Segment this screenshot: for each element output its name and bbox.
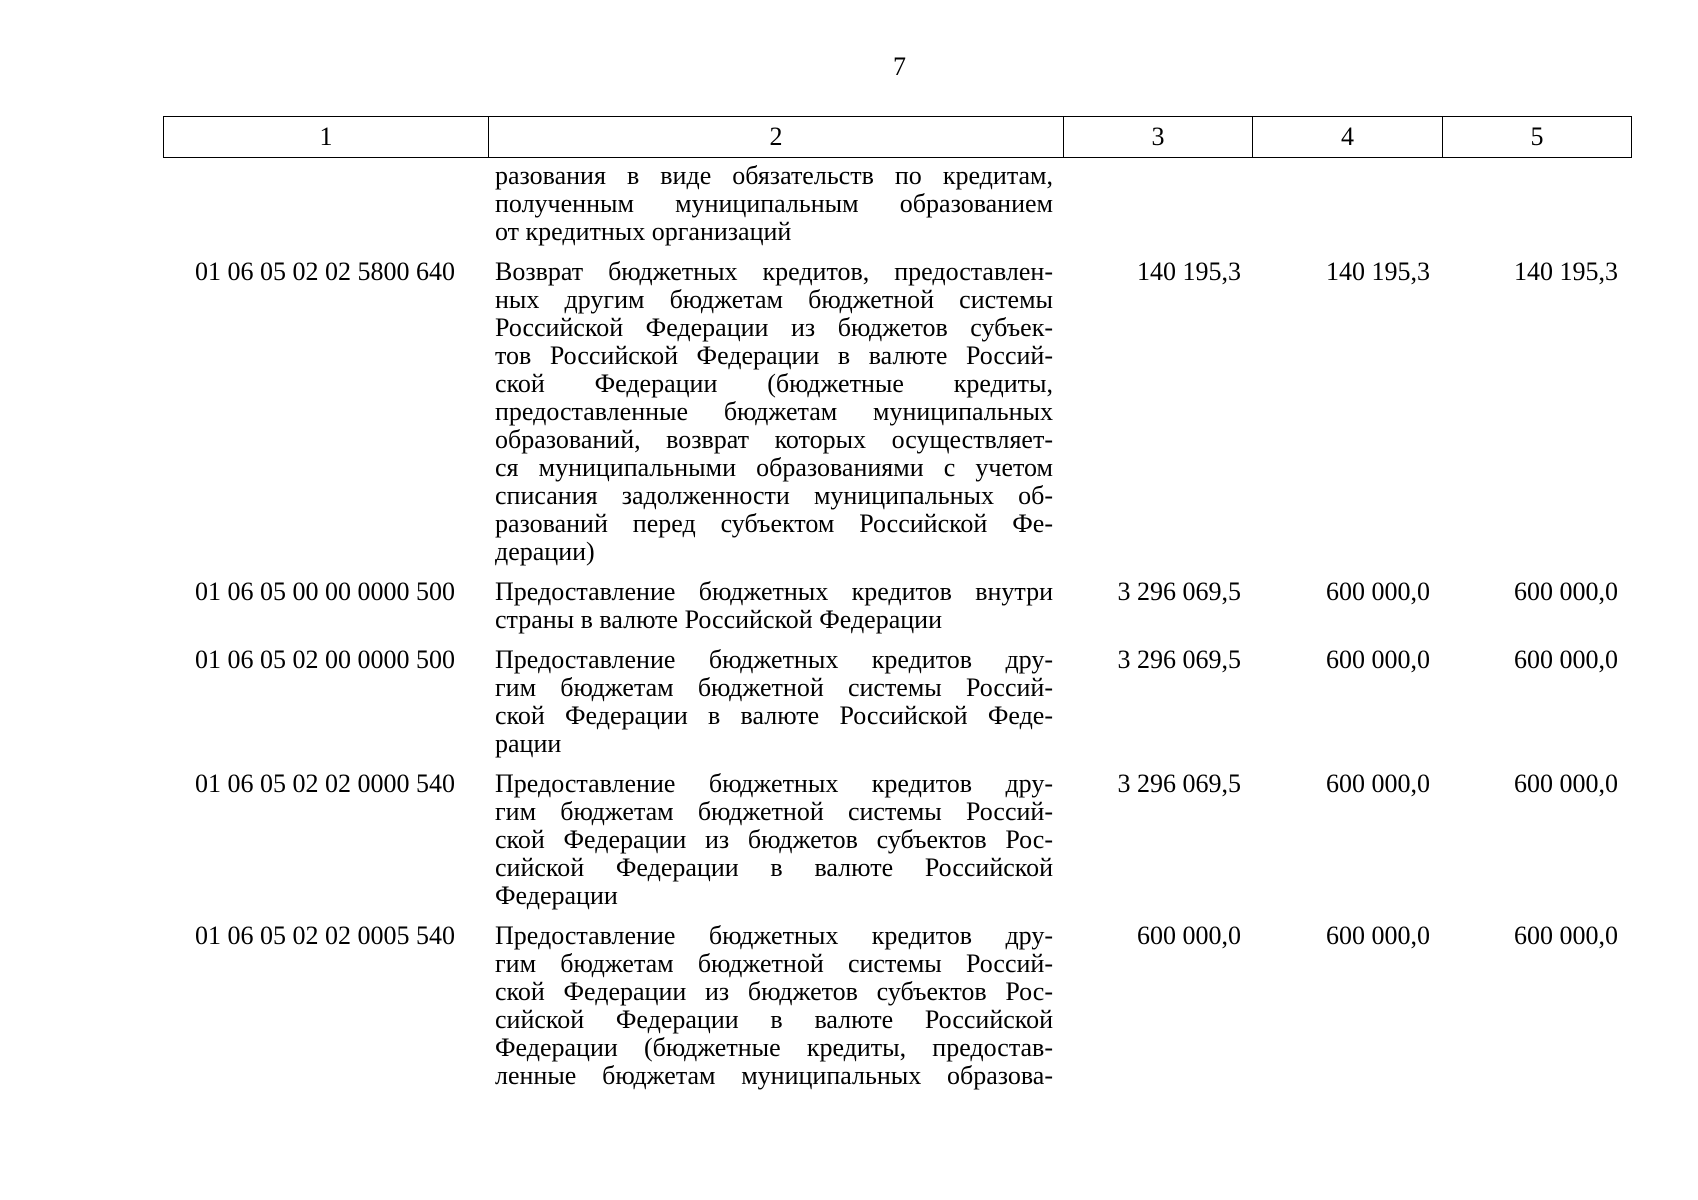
column-header-table (163, 116, 1632, 158)
description-cell (487, 162, 1061, 258)
description-line: ленные бюджетам муниципальных образова- (495, 1061, 1053, 1090)
description-line: гим бюджетам бюджетной системы Россий- (495, 797, 1053, 826)
column-header-5: 5 (1443, 117, 1632, 158)
column-header-row (164, 117, 1632, 158)
value-col3: 600 000,0 (1137, 921, 1241, 950)
value-col4: 140 195,3 (1326, 257, 1430, 286)
value-col5: 600 000,0 (1514, 769, 1618, 798)
value-col3: 3 296 069,5 (1117, 769, 1241, 798)
code-cell: 01 06 05 02 02 0005 540 (195, 921, 455, 950)
description-line: Федерации (495, 881, 618, 910)
table-row (163, 922, 1626, 1102)
description-line: Федерации (бюджетные кредиты, предостав- (495, 1033, 1053, 1062)
description-line: ской Федерации из бюджетов субъектов Рос- (495, 977, 1053, 1006)
description-cell (487, 770, 1061, 922)
description-line: ской Федерации из бюджетов субъектов Рос- (495, 825, 1053, 854)
description-cell (487, 922, 1061, 1102)
description-line: списания задолженности муниципальных об- (495, 481, 1053, 510)
table-row-continuation (163, 162, 1626, 258)
value-col4: 600 000,0 (1326, 577, 1430, 606)
description-line: от кредитных организаций (495, 217, 792, 246)
table-row (163, 646, 1626, 770)
table-row (163, 578, 1626, 646)
description-line: разования в виде обязательств по кредитам, (495, 161, 1053, 190)
description-line: гим бюджетам бюджетной системы Россий- (495, 673, 1053, 702)
description-line: дерации) (495, 537, 595, 566)
column-header-2: 2 (489, 117, 1064, 158)
description-line: ся муниципальными образованиями с учетом (495, 453, 1053, 482)
description-line: предоставленные бюджетам муниципальных (495, 397, 1053, 426)
value-col4: 600 000,0 (1326, 645, 1430, 674)
value-col3: 3 296 069,5 (1117, 577, 1241, 606)
description-line: Предоставление бюджетных кредитов дру- (495, 921, 1053, 950)
description-cell (487, 646, 1061, 770)
description-line: тов Российской Федерации в валюте Россий- (495, 341, 1053, 370)
description-line: ской Федерации (бюджетные кредиты, (495, 369, 1053, 398)
column-header-4: 4 (1253, 117, 1443, 158)
value-col5: 600 000,0 (1514, 577, 1618, 606)
budget-table (163, 162, 1626, 1102)
description-line: Предоставление бюджетных кредитов дру- (495, 769, 1053, 798)
description-line: образований, возврат которых осуществляет- (495, 425, 1053, 454)
value-col3: 140 195,3 (1137, 257, 1241, 286)
page-number: 7 (893, 52, 906, 81)
description-line: сийской Федерации в валюте Российской (495, 1005, 1053, 1034)
description-line: сийской Федерации в валюте Российской (495, 853, 1053, 882)
value-col4: 600 000,0 (1326, 921, 1430, 950)
code-cell: 01 06 05 02 02 0000 540 (195, 769, 455, 798)
description-line: разований перед субъектом Российской Фе- (495, 509, 1053, 538)
column-header-3: 3 (1064, 117, 1253, 158)
description-line: Возврат бюджетных кредитов, предоставлен- (495, 257, 1053, 286)
table-row (163, 770, 1626, 922)
description-line: рации (495, 729, 562, 758)
value-col5: 600 000,0 (1514, 645, 1618, 674)
description-line: ных другим бюджетам бюджетной системы (495, 285, 1053, 314)
code-cell: 01 06 05 02 02 5800 640 (195, 257, 455, 286)
description-cell (487, 578, 1061, 646)
code-cell: 01 06 05 00 00 0000 500 (195, 577, 455, 606)
table-row (163, 258, 1626, 578)
code-cell (163, 162, 487, 258)
description-line: Предоставление бюджетных кредитов внутри (495, 577, 1053, 606)
description-line: ской Федерации в валюте Российской Феде- (495, 701, 1053, 730)
value-col4: 600 000,0 (1326, 769, 1430, 798)
description-line: Предоставление бюджетных кредитов дру- (495, 645, 1053, 674)
column-header-1: 1 (164, 117, 489, 158)
description-line: полученным муниципальным образованием (495, 189, 1053, 218)
description-line: гим бюджетам бюджетной системы Россий- (495, 949, 1053, 978)
description-line: страны в валюте Российской Федерации (495, 605, 943, 634)
code-cell: 01 06 05 02 00 0000 500 (195, 645, 455, 674)
value-col3: 3 296 069,5 (1117, 645, 1241, 674)
description-line: Российской Федерации из бюджетов субъек- (495, 313, 1053, 342)
value-col5: 600 000,0 (1514, 921, 1618, 950)
value-col5: 140 195,3 (1514, 257, 1618, 286)
description-cell (487, 258, 1061, 578)
